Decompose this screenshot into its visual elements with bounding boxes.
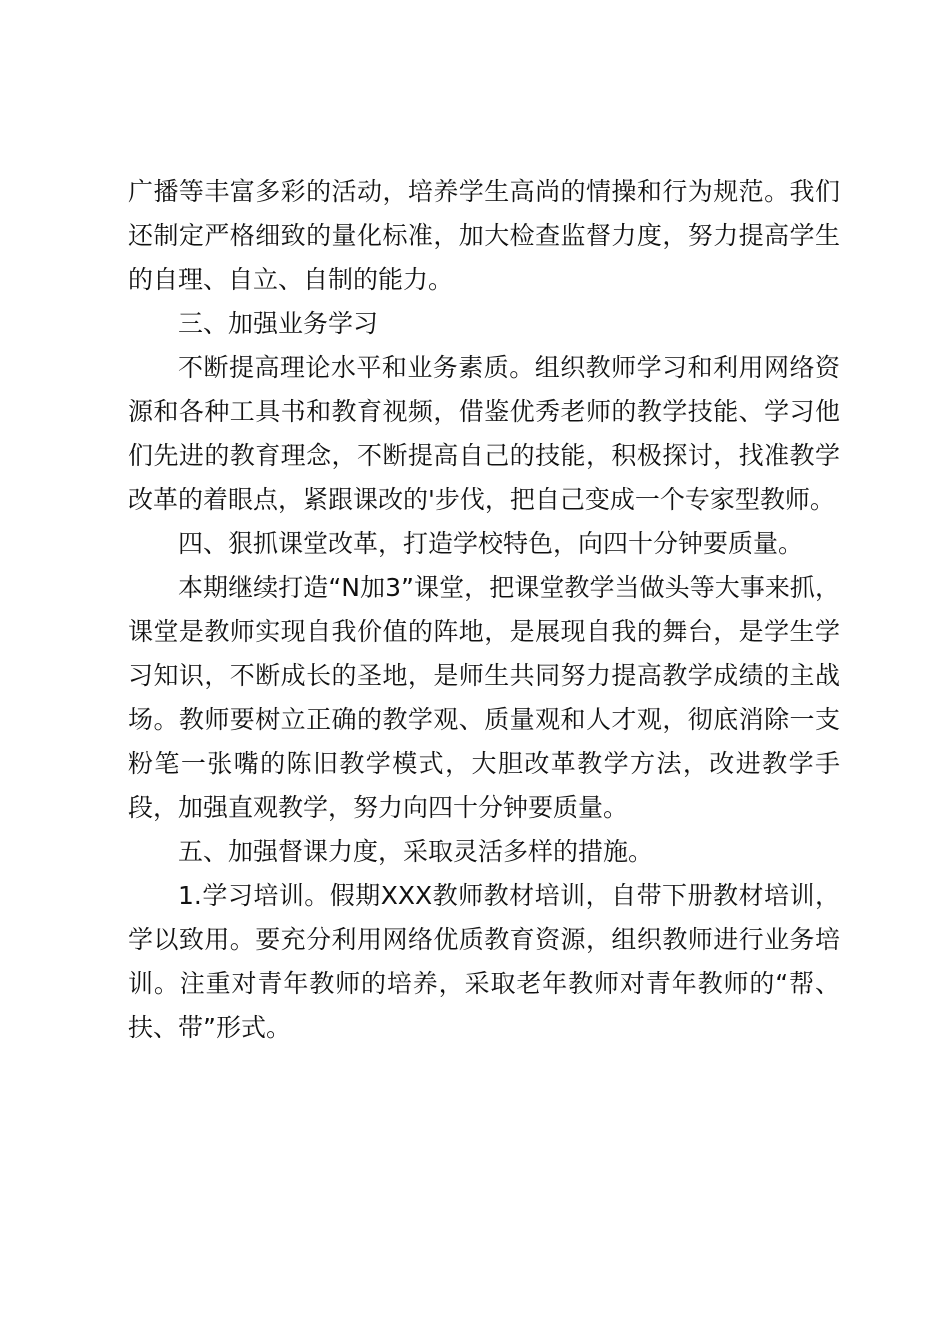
paragraph-training: 1.学习培训。假期XXX教师教材培训，自带下册教材培训，学以致用。要充分利用网络优质教育资源，组织教师进行业务培训。注重对青年教师的培养，采取老年教师对青年教师的“帮、扶、带”形式。: [128, 881, 840, 1042]
paragraph-business-study: 不断提高理论水平和业务素质。组织教师学习和利用网络资源和各种工具书和教育视频，借鉴优秀老师的教学技能、学习他们先进的教育理念，不断提高自己的技能，积极探讨，找准教学改革的着眼点，紧跟课改的'步伐，把自己变成一个专家型教师。: [128, 353, 840, 514]
paragraph-activities: 广播等丰富多彩的活动，培养学生高尚的情操和行为规范。我们还制定严格细致的量化标准，加大检查监督力度，努力提高学生的自理、自立、自制的能力。: [128, 177, 840, 294]
document-body: [128, 170, 840, 1050]
paragraph-classroom-reform: 本期继续打造“N加3”课堂，把课堂教学当做头等大事来抓，课堂是教师实现自我价值的阵地，是展现自我的舞台，是学生学习知识，不断成长的圣地，是师生共同努力提高教学成绩的主战场。教师要树立正确的教学观、质量观和人才观，彻底消除一支粉笔一张嘴的陈旧教学模式，大胆改革教学方法，改进教学手段，加强直观教学，努力向四十分钟要质量。: [128, 573, 840, 822]
heading-section-5: 五、加强督课力度，采取灵活多样的措施。: [178, 837, 654, 866]
heading-section-3: 三、加强业务学习: [178, 309, 379, 338]
heading-section-4: 四、狠抓课堂改革，打造学校特色，向四十分钟要质量。: [178, 529, 804, 558]
